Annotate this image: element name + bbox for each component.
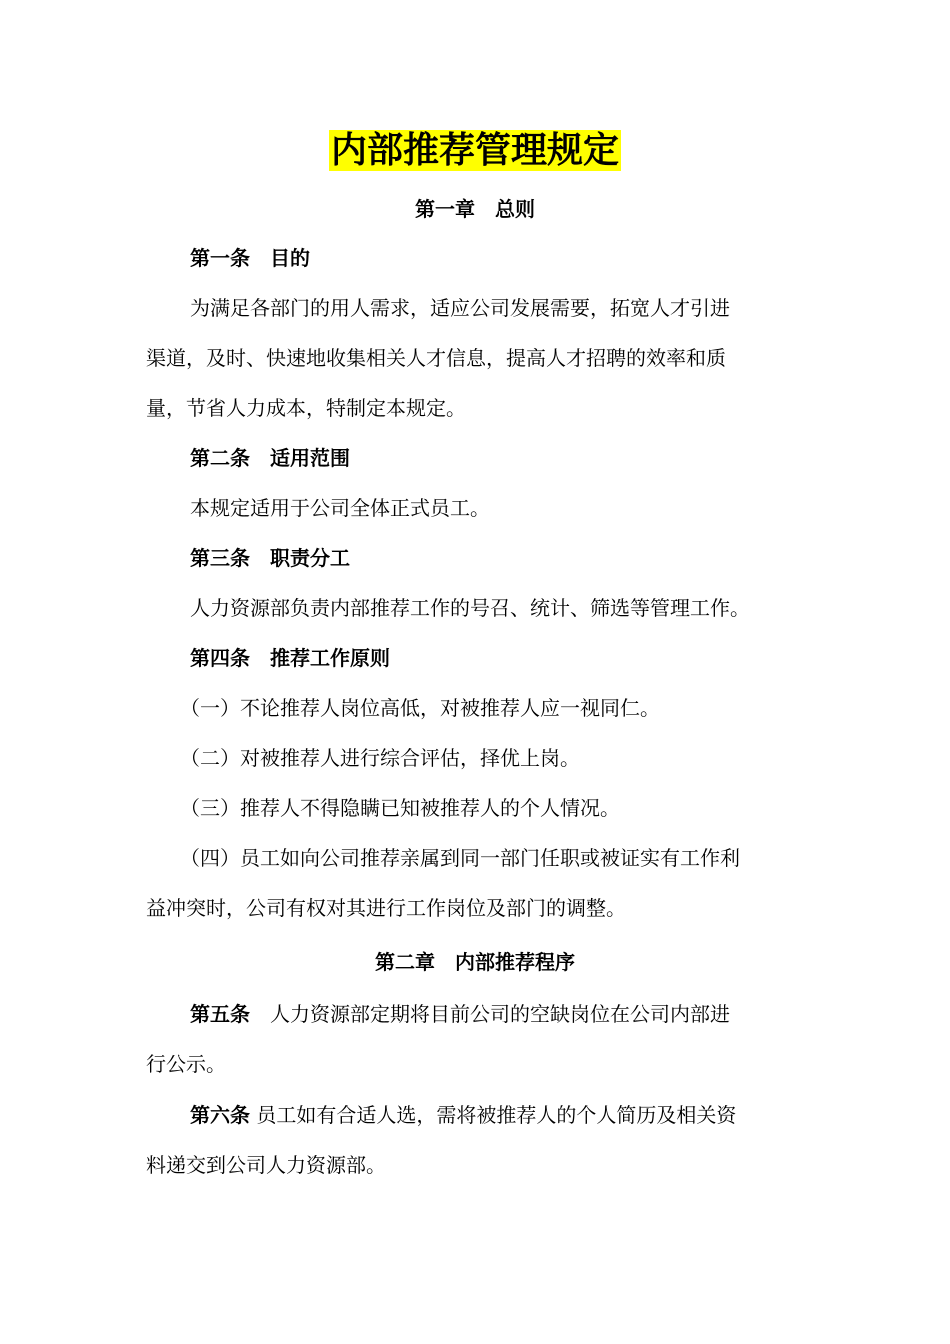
- article-3-heading: 第三条 职责分工: [190, 546, 350, 570]
- article-4-heading: 第四条 推荐工作原则: [190, 646, 390, 670]
- article-6-continued: 料递交到公司人力资源部。: [146, 1153, 386, 1177]
- document-title: [0, 128, 950, 174]
- article-6-paragraph: [190, 1101, 736, 1129]
- article-4-item-3: （三）推荐人不得隐瞒已知被推荐人的个人情况。: [180, 796, 620, 820]
- article-6-text: 员工如有合适人选，需将被推荐人的个人简历及相关资: [250, 1103, 737, 1127]
- article-2-heading: 第二条 适用范围: [190, 446, 350, 470]
- article-3-paragraph: 人力资源部负责内部推荐工作的号召、统计、筛选等管理工作。: [190, 596, 750, 620]
- article-4-item-4-continued: 益冲突时，公司有权对其进行工作岗位及部门的调整。: [146, 896, 626, 920]
- document-title-text: 内部推荐管理规定: [330, 130, 619, 171]
- article-1-paragraph-line: 渠道，及时、快速地收集相关人才信息，提高人才招聘的效率和质: [146, 346, 726, 370]
- article-1-paragraph-line: 为满足各部门的用人需求，适应公司发展需要，拓宽人才引进: [190, 296, 730, 320]
- article-1-heading: 第一条 目的: [190, 246, 310, 270]
- article-4-item-2: （二）对被推荐人进行综合评估，择优上岗。: [180, 746, 580, 770]
- article-5-paragraph: [190, 1000, 730, 1028]
- chapter-2-title: 第二章 内部推荐程序: [375, 950, 575, 974]
- article-2-paragraph: 本规定适用于公司全体正式员工。: [190, 496, 490, 520]
- article-6-label: 第六条: [190, 1103, 250, 1127]
- chapter-1-title: 第一章 总则: [415, 197, 535, 221]
- article-5-continued: 行公示。: [146, 1052, 226, 1076]
- article-5-label: 第五条: [190, 1002, 250, 1026]
- article-1-paragraph-line: 量，节省人力成本，特制定本规定。: [146, 396, 466, 420]
- article-4-item-1: （一）不论推荐人岗位高低，对被推荐人应一视同仁。: [180, 696, 660, 720]
- article-4-item-4: （四）员工如向公司推荐亲属到同一部门任职或被证实有工作利: [180, 846, 740, 870]
- article-5-text: 人力资源部定期将目前公司的空缺岗位在公司内部进: [250, 1002, 730, 1026]
